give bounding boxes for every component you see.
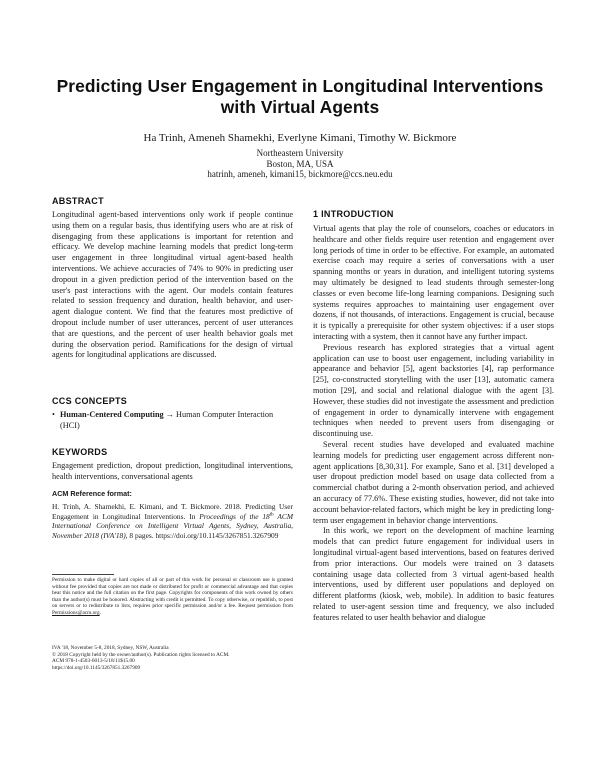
keywords-heading: KEYWORDS	[52, 447, 108, 457]
ccs-heading: CCS CONCEPTS	[52, 396, 128, 406]
keywords-body	[52, 461, 293, 483]
intro-paragraph-2: Previous research has explored strategies that a virtual agent application can use to boost user engagement, including variability in appearance and behavior [5], agent backstories [4], rap performance [25], co-constructed storytelling with the user [13], automatic camera motion [29], and social and relational dialogue with the agent [3]. However, these studies did not investigate the assessment and prediction of engagement in order to dynamically intervene with engagement techniques when needed to prevent users from disengaging or discontinuing use.	[313, 342, 554, 439]
permission-footnote	[52, 577, 293, 617]
keywords-text: Engagement prediction, dropout prediction, longitudinal interventions, health interventions, conversational agents	[52, 461, 293, 481]
abstract-text: Longitudinal agent-based interventions only work if people continue using them on a regular basis, thus identifying users who are at risk of disengaging from these applications is important for retention and efficacy. We develop machine learning models that predict long-term user engagement in three longitudinal virtual agent-based health interventions. We achieve accuracies of 74% to 90% in predicting user dropout in a given prediction period of the intervention based on the user's past interactions with the agent. Our models contain features related to session frequency and duration, health behavior, and user-agent dialogue content. We find that the features most predictive of dropout include number of user utterances, percent of user utterances that are questions, and the percent of user health behavior goals met during the observation period. Ramifications for the design of virtual agents for longitudinal applications are discussed.	[52, 210, 293, 360]
isbn-line: ACM 978-1-4503-6013-5/18/11$15.00	[52, 658, 135, 665]
abstract-heading: ABSTRACT	[52, 196, 104, 206]
introduction-body	[313, 224, 554, 623]
footnote-rule	[52, 574, 114, 575]
acm-ref-text	[52, 502, 293, 540]
acm-ref-sup: th	[269, 512, 274, 518]
introduction-heading: 1 INTRODUCTION	[313, 209, 394, 219]
ccs-body	[52, 410, 293, 432]
permission-end: .	[99, 609, 101, 616]
acm-ref-body	[52, 502, 293, 540]
affiliation-org: Northeastern University	[256, 148, 344, 158]
conference-line: IVA '18, November 5-8, 2018, Sydney, NSW, Australia	[52, 645, 169, 651]
acm-ref-italic-a: Proceedings of the 18	[199, 511, 270, 521]
arrow-icon: →	[165, 410, 174, 419]
permission-body: Permission to make digital or hard copies of all or part of this work for personal or classroom use is granted without fee provided that copies are not made or distributed for profit or commercial advantage and that copies bear this notice and the full citation on the first page. Copyrights for components of this work owned by others than the author(s) must be honored. Abstracting with credit is permitted. To copy otherwise, or republish, to post on servers or to redistribute to lists, requires prior specific permission and/or a fee. Request permission from	[52, 577, 293, 610]
conference-info	[52, 645, 293, 671]
author-list: Ha Trinh, Ameneh Shamekhi, Everlyne Kimani, Timothy W. Bickmore	[143, 132, 457, 144]
affiliation-location: Boston, MA, USA	[266, 158, 334, 169]
acm-ref-heading: ACM Reference format:	[52, 489, 132, 498]
intro-paragraph-3: Several recent studies have developed and evaluated machine learning models for predicting user engagement across different non-agent applications [8,30,31]. For example, Sano et al. [31] developed a user dropout prediction model based on usage data collected from a commercial chatbot during a 2-month observation period, and achieved an accuracy of 77.6%. These existing studies, however, did not take into account behavior-related factors, which might be key in predicting long-term user engagement in behavior change interventions.	[313, 439, 554, 525]
doi-link[interactable]: https://doi.org/10.1145/3267851.3267909	[52, 664, 141, 671]
abstract-body	[52, 210, 293, 361]
permission-email-link[interactable]: Permissions@acm.org	[52, 609, 100, 616]
acm-ref-plain: H. Trinh, A. Shamekhi, E. Kimani, and T. Bickmore. 2018. Predicting User Engagement in Longitudinal Interventions. In	[52, 502, 293, 521]
copyright-line: © 2018 Copyright held by the owner/author(s). Publication rights licensed to ACM.	[52, 651, 230, 658]
intro-paragraph-1: Virtual agents that play the role of counselors, coaches or educators in healthcare and other fields require user retention and engagement over long periods of time in order to be effective. For example, an automated exercise coach may require a series of conversations with a user spanning months or years in duration, and intelligent tutoring systems may ultimately be designed to lead students through semester-long classes or even become life-long learning companions. Designing such systems requires approaches to maintaining user engagement over dozens, if not thousands, of interactions. Engagement is crucial, because it is typically a prerequisite for other system objectives: if a user stops interacting with a system, then it cannot have any further impact.	[313, 224, 554, 341]
acm-ref-tail: 8 pages. https://doi.org/10.1145/3267851.3267909	[127, 530, 279, 540]
bullet-icon: •	[52, 410, 55, 419]
permission-text	[52, 577, 293, 617]
intro-paragraph-4: In this work, we report on the development of machine learning models that can predict future engagement for individual users in longitudinal virtual-agent based interventions, based on features derived from prior interactions. Our models were trained on 3 datasets containing usage data collected from 3 virtual agent-based health interventions, used by different user populations and deployed on different platforms (kiosk, web, mobile). In addition to basic features related to user-agent session time and frequency, we also included features related to user health behavior and dialogue	[313, 526, 554, 622]
ccs-concept: Human-Centered Computing	[60, 410, 164, 419]
paper-title: Predicting User Engagement in Longitudinal Interventions with Virtual Agents	[56, 76, 544, 117]
acm-ref-italic-b: ACM International Conference on Intelligent Virtual Agents, Sydney, Australia, November 2018 (IVA'18),	[52, 511, 293, 540]
ccs-concept-rest: Human Computer Interaction (HCI)	[60, 410, 274, 430]
author-emails: hatrinh, ameneh, kimani15, bickmore@ccs.neu.edu	[207, 169, 393, 179]
